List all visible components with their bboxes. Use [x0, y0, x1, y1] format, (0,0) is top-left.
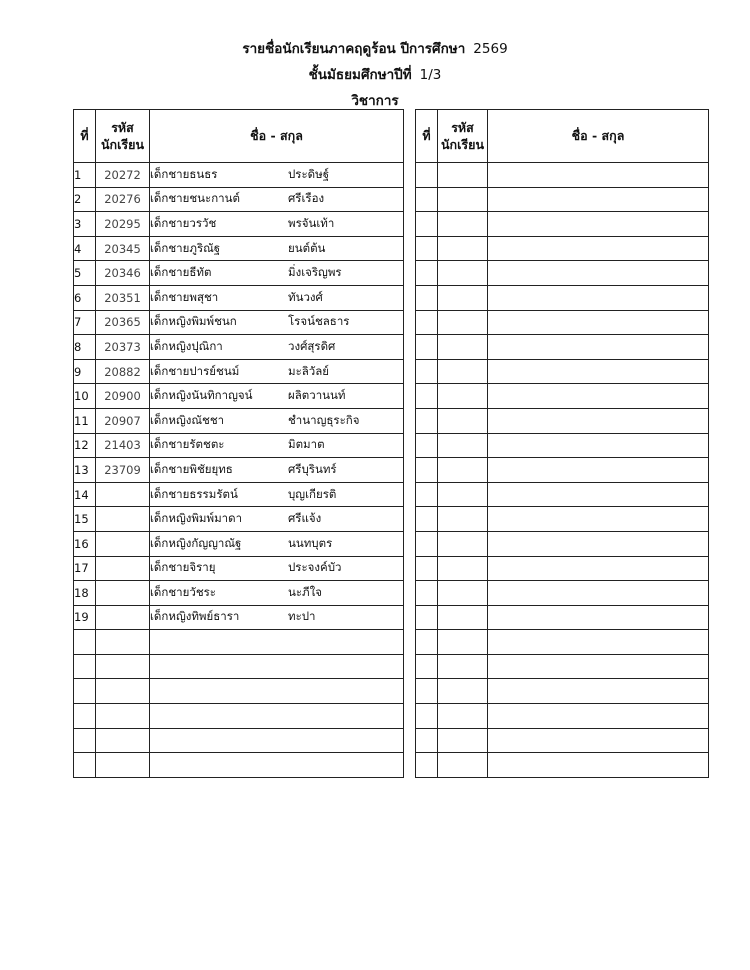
student-name [488, 163, 709, 188]
row-number: 18 [74, 581, 96, 606]
first-name: เด็กชายภูริณัฐ [150, 240, 221, 255]
table-row [416, 704, 709, 729]
student-name [488, 753, 709, 778]
student-name [488, 285, 709, 310]
first-name: เด็กชายรัตชตะ [150, 437, 225, 452]
first-name: เด็กชายวรวัช [150, 215, 217, 230]
student-name [488, 408, 709, 433]
row-number [416, 704, 438, 729]
header-code-line1: รหัส [111, 120, 134, 135]
row-number: 6 [74, 285, 96, 310]
row-number: 8 [74, 335, 96, 360]
header-no: ที่ [416, 110, 438, 163]
student-code [438, 556, 488, 581]
table-row [416, 654, 709, 679]
row-number [416, 556, 438, 581]
row-number [416, 531, 438, 556]
table-row [416, 335, 709, 360]
student-roster-table [73, 109, 404, 778]
student-code [438, 163, 488, 188]
row-number [416, 433, 438, 458]
first-name: เด็กชายปารย์ชนม์ [150, 363, 240, 378]
last-name: วงศ์สุรดิศ [288, 338, 336, 353]
row-number: 5 [74, 261, 96, 286]
row-number: 1 [74, 163, 96, 188]
student-name [150, 704, 404, 729]
student-code [438, 285, 488, 310]
row-number [416, 630, 438, 655]
title-text: รายชื่อนักเรียนภาคฤดูร้อน ปีการศึกษา [242, 41, 466, 57]
student-name [150, 384, 404, 409]
row-number [416, 507, 438, 532]
student-code [438, 531, 488, 556]
student-name [488, 556, 709, 581]
student-code [438, 605, 488, 630]
student-name [150, 285, 404, 310]
student-name [488, 335, 709, 360]
row-number [74, 654, 96, 679]
header-student-code [438, 110, 488, 163]
student-code [96, 654, 150, 679]
student-code: 20346 [96, 261, 150, 286]
student-code [438, 408, 488, 433]
student-name [150, 310, 404, 335]
table-row [74, 310, 404, 335]
last-name: ประดิษฐ์ [288, 166, 330, 181]
student-code [96, 728, 150, 753]
table-row [74, 236, 404, 261]
student-name [488, 728, 709, 753]
student-name [150, 163, 404, 188]
student-code [438, 507, 488, 532]
table-row [416, 753, 709, 778]
student-name [488, 310, 709, 335]
student-code [438, 261, 488, 286]
student-name [488, 384, 709, 409]
student-code [438, 212, 488, 237]
table-row [74, 187, 404, 212]
student-code [438, 384, 488, 409]
table-row [416, 556, 709, 581]
last-name: บุญเกียรติ [288, 486, 337, 501]
student-code [96, 482, 150, 507]
first-name: เด็กชายธรรมรัตน์ [150, 486, 238, 501]
student-code [96, 630, 150, 655]
row-number [416, 335, 438, 360]
row-number [416, 163, 438, 188]
roster-body [74, 163, 404, 778]
row-number: 16 [74, 531, 96, 556]
header-no: ที่ [74, 110, 96, 163]
table-row [416, 359, 709, 384]
student-name [488, 581, 709, 606]
table-row [74, 728, 404, 753]
table-row [74, 335, 404, 360]
student-code [438, 630, 488, 655]
student-code [438, 359, 488, 384]
row-number: 13 [74, 458, 96, 483]
student-name [150, 458, 404, 483]
table-row [74, 359, 404, 384]
student-name [150, 187, 404, 212]
student-code [96, 581, 150, 606]
student-name [488, 433, 709, 458]
student-name [488, 187, 709, 212]
student-name [150, 605, 404, 630]
table-row [416, 581, 709, 606]
row-number [416, 212, 438, 237]
student-code: 20351 [96, 285, 150, 310]
last-name: ศรีเรือง [288, 191, 325, 206]
last-name: ทันวงศ์ [288, 289, 323, 304]
table-row [416, 408, 709, 433]
student-code [438, 335, 488, 360]
row-number: 2 [74, 187, 96, 212]
blank-roster-body [416, 163, 709, 778]
student-code: 20276 [96, 187, 150, 212]
last-name: พรจันเท้า [288, 215, 335, 230]
student-name [488, 630, 709, 655]
first-name: เด็กชายพิชัยยุทธ [150, 461, 233, 476]
student-code [438, 728, 488, 753]
student-name [488, 605, 709, 630]
table-row [74, 384, 404, 409]
header-name: ชื่อ - สกุล [488, 110, 709, 163]
academic-year: 2569 [473, 41, 508, 57]
grade-line [0, 62, 750, 88]
student-name [488, 654, 709, 679]
row-number: 9 [74, 359, 96, 384]
header-name: ชื่อ - สกุล [150, 110, 404, 163]
student-name [150, 236, 404, 261]
last-name: ยนต์ต้น [288, 240, 326, 255]
first-name: เด็กชายธีทัต [150, 265, 212, 280]
table-row [416, 310, 709, 335]
table-header-row [74, 110, 404, 163]
header-student-code [96, 110, 150, 163]
row-number [74, 753, 96, 778]
table-row [416, 482, 709, 507]
first-name: เด็กชายธนธร [150, 166, 218, 181]
row-number [416, 285, 438, 310]
class-number: 1/3 [419, 67, 442, 83]
first-name: เด็กชายพสุชา [150, 289, 219, 304]
row-number [416, 359, 438, 384]
student-code [96, 531, 150, 556]
student-code: 20373 [96, 335, 150, 360]
student-code [438, 310, 488, 335]
row-number [416, 679, 438, 704]
header-code-line1: รหัส [451, 120, 474, 135]
student-code: 20900 [96, 384, 150, 409]
student-name [150, 654, 404, 679]
row-number [416, 236, 438, 261]
table-row [416, 187, 709, 212]
student-code [438, 433, 488, 458]
row-number: 12 [74, 433, 96, 458]
table-row [74, 408, 404, 433]
student-name [150, 507, 404, 532]
student-code [96, 605, 150, 630]
row-number [416, 384, 438, 409]
first-name: เด็กหญิงกัญญาณัฐ [150, 535, 242, 550]
row-number [74, 728, 96, 753]
first-name: เด็กหญิงปุณิกา [150, 338, 223, 353]
table-row [74, 753, 404, 778]
row-number [416, 408, 438, 433]
student-name [150, 753, 404, 778]
first-name: เด็กหญิงพิมพ์ชนก [150, 314, 237, 329]
row-number [416, 261, 438, 286]
row-number [416, 310, 438, 335]
student-name [488, 458, 709, 483]
grade-label: ชั้นมัธยมศึกษาปีที่ [308, 67, 412, 83]
last-name: มะลิวัลย์ [288, 363, 330, 378]
table-row [416, 728, 709, 753]
table-row [74, 261, 404, 286]
last-name: ชำนาญธุระกิจ [288, 412, 360, 427]
table-row [74, 163, 404, 188]
student-code [438, 187, 488, 212]
last-name: มิ่งเจริญพร [288, 265, 342, 280]
table-row [74, 285, 404, 310]
row-number: 10 [74, 384, 96, 409]
student-code [438, 581, 488, 606]
first-name: เด็กหญิงณัชชา [150, 412, 225, 427]
student-name [150, 482, 404, 507]
student-code [96, 556, 150, 581]
table-row [74, 630, 404, 655]
row-number [416, 482, 438, 507]
table-row [74, 679, 404, 704]
last-name: ศรีบุรินทร์ [288, 461, 337, 476]
last-name: ศรีแจ้ง [288, 511, 322, 526]
student-name [488, 531, 709, 556]
student-name [150, 556, 404, 581]
student-code: 20882 [96, 359, 150, 384]
student-name [488, 704, 709, 729]
student-code [96, 753, 150, 778]
row-number: 4 [74, 236, 96, 261]
student-code: 21403 [96, 433, 150, 458]
student-name [150, 335, 404, 360]
table-row [416, 679, 709, 704]
student-code [438, 458, 488, 483]
row-number: 11 [74, 408, 96, 433]
student-code: 20272 [96, 163, 150, 188]
student-name [488, 212, 709, 237]
table-row [74, 212, 404, 237]
table-row [416, 507, 709, 532]
row-number: 19 [74, 605, 96, 630]
student-name [488, 359, 709, 384]
student-code: 23709 [96, 458, 150, 483]
student-code: 20907 [96, 408, 150, 433]
table-row [416, 605, 709, 630]
last-name: ผลิตวานนท์ [288, 388, 346, 403]
first-name: เด็กหญิงทิพย์ธารา [150, 609, 240, 624]
student-code [438, 236, 488, 261]
table-row [416, 458, 709, 483]
table-row [74, 556, 404, 581]
student-name [150, 679, 404, 704]
last-name: โรจน์ชลธาร [288, 314, 350, 329]
student-code [438, 704, 488, 729]
student-name [150, 408, 404, 433]
first-name: เด็กชายจิรายุ [150, 560, 216, 575]
student-name [488, 261, 709, 286]
student-name [150, 261, 404, 286]
blank-roster-table [415, 109, 709, 778]
table-row [416, 285, 709, 310]
student-name [488, 679, 709, 704]
last-name: ประจงค์บัว [288, 560, 342, 575]
student-name [150, 630, 404, 655]
table-row [416, 433, 709, 458]
row-number [416, 753, 438, 778]
first-name: เด็กชายวัชระ [150, 584, 216, 599]
table-row [74, 704, 404, 729]
last-name: ทะปา [288, 609, 316, 624]
student-name [488, 507, 709, 532]
row-number: 17 [74, 556, 96, 581]
first-name: เด็กชายชนะกานต์ [150, 191, 240, 206]
header-code-line2: นักเรียน [441, 137, 484, 152]
table-row [74, 654, 404, 679]
table-row [416, 531, 709, 556]
student-name [150, 359, 404, 384]
table-row [74, 581, 404, 606]
table-row [416, 212, 709, 237]
student-name [150, 531, 404, 556]
row-number: 3 [74, 212, 96, 237]
table-row [74, 482, 404, 507]
student-code [96, 704, 150, 729]
table-row [416, 163, 709, 188]
first-name: เด็กหญิงพิมพ์มาดา [150, 511, 243, 526]
student-code: 20295 [96, 212, 150, 237]
row-number [416, 605, 438, 630]
document-title [0, 36, 750, 62]
table-row [416, 236, 709, 261]
first-name: เด็กหญิงนันทิกาญจน์ [150, 388, 253, 403]
row-number [416, 581, 438, 606]
row-number [416, 728, 438, 753]
last-name: นนทบุตร [288, 535, 333, 550]
row-number [74, 679, 96, 704]
student-name [488, 236, 709, 261]
student-code [438, 482, 488, 507]
document-header [0, 36, 750, 114]
student-code [96, 507, 150, 532]
row-number: 15 [74, 507, 96, 532]
row-number [416, 458, 438, 483]
student-code: 20345 [96, 236, 150, 261]
student-code: 20365 [96, 310, 150, 335]
student-code [438, 679, 488, 704]
last-name: มิตมาต [288, 437, 325, 452]
student-code [438, 753, 488, 778]
table-row [74, 433, 404, 458]
subject-label: วิชาการ [351, 93, 399, 109]
student-name [150, 728, 404, 753]
row-number: 14 [74, 482, 96, 507]
table-row [416, 630, 709, 655]
table-row [74, 507, 404, 532]
table-row [74, 531, 404, 556]
row-number [74, 704, 96, 729]
table-header-row [416, 110, 709, 163]
student-code [96, 679, 150, 704]
student-name [150, 433, 404, 458]
row-number [416, 654, 438, 679]
last-name: นะภีใจ [288, 584, 322, 599]
row-number: 7 [74, 310, 96, 335]
table-row [416, 261, 709, 286]
table-row [74, 605, 404, 630]
student-name [150, 581, 404, 606]
student-name [150, 212, 404, 237]
row-number [74, 630, 96, 655]
table-row [416, 384, 709, 409]
student-code [438, 654, 488, 679]
header-code-line2: นักเรียน [101, 137, 144, 152]
table-row [74, 458, 404, 483]
row-number [416, 187, 438, 212]
student-name [488, 482, 709, 507]
